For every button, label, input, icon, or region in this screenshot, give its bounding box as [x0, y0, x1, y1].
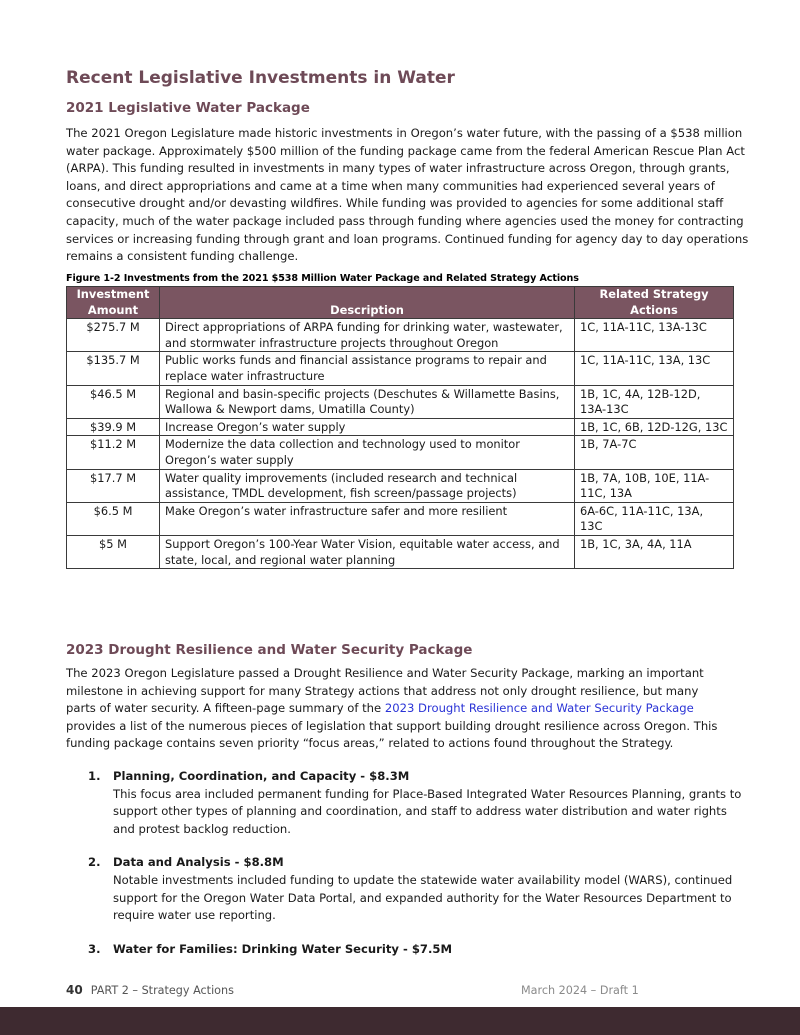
- header-actions-line1: Related Strategy: [599, 287, 709, 301]
- footer-bar: [0, 1007, 800, 1035]
- cell-amount: $11.2 M: [67, 436, 160, 469]
- page-heading: Recent Legislative Investments in Water: [66, 68, 455, 88]
- section-title-2021: 2021 Legislative Water Package: [66, 100, 310, 116]
- cell-actions: 1B, 7A, 10B, 10E, 11A-11C, 13A: [575, 469, 734, 502]
- focus-area-text: This focus area included permanent funding for Place-Based Integrated Water Resources Planning, grants to support other types of planning and coordination, and staff to address water distribution and water rights and protest backlog reduction.: [113, 786, 742, 836]
- cell-description: Support Oregon’s 100-Year Water Vision, equitable water access, and state, local, and regional water planning: [160, 535, 575, 568]
- focus-area-title: Planning, Coordination, and Capacity - $8.3M: [113, 769, 410, 783]
- table-row: [67, 469, 734, 502]
- table-row: [67, 436, 734, 469]
- cell-description: Public works funds and financial assistance programs to repair and replace water infrastructure: [160, 352, 575, 385]
- focus-area-title: Data and Analysis - $8.8M: [113, 855, 284, 870]
- package-summary-link[interactable]: 2023 Drought Resilience and Water Security Package: [384, 701, 694, 716]
- table-header-row: [67, 287, 734, 319]
- cell-amount: $6.5 M: [67, 502, 160, 535]
- cell-amount: $275.7 M: [67, 319, 160, 352]
- footer-date: March 2024 – Draft 1: [521, 984, 639, 997]
- table-row: [67, 385, 734, 418]
- cell-description: Direct appropriations of ARPA funding for drinking water, wastewater, and stormwater infrastructure projects throughout Oregon: [160, 319, 575, 352]
- table-row: [67, 319, 734, 352]
- section-title-2023: 2023 Drought Resilience and Water Security Package: [66, 642, 473, 658]
- header-amount-line2: Amount: [87, 302, 139, 317]
- section-body-2021: The 2021 Oregon Legislature made historic investments in Oregon’s water future, with the passing of a $538 million water package. Approximately $500 million of the funding package came from the federal American Rescue Plan Act (ARPA). This funding resulted in investments in many types of water infrastructure across Oregon, through grants, loans, and direct appropriations and came at a time when many communities had experienced several years of consecutive drought and/or devasting wildfires. While funding was provided to agencies for some additional staff capacity, much of the water package included pass through funding where agencies used the money for contracting services or increasing funding through grant and loan programs. Continued funding for agency day to day operations remains a consistent funding challenge.: [66, 126, 749, 264]
- header-amount: [67, 287, 160, 319]
- cell-actions: 6A-6C, 11A-11C, 13A, 13C: [575, 502, 734, 535]
- cell-amount: $135.7 M: [67, 352, 160, 385]
- body-text-end: provides a list of the numerous pieces of legislation that support building drought resilience across Oregon. This funding package contains seven priority “focus areas,” related to actions found throughout the Strategy.: [66, 718, 718, 751]
- header-description: Description: [160, 287, 575, 319]
- cell-actions: 1B, 1C, 3A, 4A, 11A: [575, 535, 734, 568]
- cell-description: Regional and basin-specific projects (Deschutes & Willamette Basins, Wallowa & Newport dams, Umatilla County): [160, 385, 575, 418]
- list-item: [88, 941, 748, 959]
- cell-amount: $5 M: [67, 535, 160, 568]
- list-number: 3.: [88, 941, 101, 956]
- cell-actions: 1B, 1C, 4A, 12B-12D, 13A-13C: [575, 385, 734, 418]
- list-item: [88, 854, 748, 924]
- cell-amount: $17.7 M: [67, 469, 160, 502]
- focus-area-title: Water for Families: Drinking Water Security - $7.5M: [113, 941, 452, 956]
- header-amount-line1: Investment: [76, 287, 150, 301]
- page-footer: [66, 983, 234, 997]
- footer-part-prefix: PART: [90, 984, 122, 997]
- cell-actions: 1B, 1C, 6B, 12D-12G, 13C: [575, 418, 734, 436]
- footer-part-number: 2: [121, 984, 129, 997]
- list-number: 1.: [88, 769, 101, 783]
- list-content: [113, 768, 748, 838]
- header-actions: [575, 287, 734, 319]
- cell-description: Make Oregon’s water infrastructure safer and more resilient: [160, 502, 575, 535]
- header-actions-line2: Actions: [630, 302, 678, 317]
- cell-description: Water quality improvements (included research and technical assistance, TMDL development, fish screen/passage projects): [160, 469, 575, 502]
- list-number: 2.: [88, 855, 101, 870]
- focus-areas-list: [88, 768, 748, 974]
- cell-actions: 1C, 11A-11C, 13A, 13C: [575, 352, 734, 385]
- page-number: 40: [66, 983, 83, 997]
- section-body-2023: [66, 665, 726, 753]
- list-content: [113, 941, 452, 959]
- focus-area-text: Notable investments included funding to update the statewide water availability model (WARS), continued support for the Oregon Water Data Portal, and expanded authority for the Water Resources Department to require water use reporting.: [113, 872, 733, 923]
- cell-description: Increase Oregon’s water supply: [160, 418, 575, 436]
- cell-description: Modernize the data collection and technology used to monitor Oregon’s water supply: [160, 436, 575, 469]
- cell-amount: $39.9 M: [67, 418, 160, 436]
- list-item: [88, 768, 748, 838]
- list-content: [113, 854, 748, 924]
- cell-actions: 1B, 7A-7C: [575, 436, 734, 469]
- body-text-start: The 2023 Oregon Legislature passed a Drought Resilience and Water Security Package, marking an important milestone in achieving support for many Strategy actions that address not only drought resilience, but many parts of water security. A fifteen-page summary of the: [66, 666, 704, 716]
- table-row: [67, 502, 734, 535]
- cell-actions: 1C, 11A-11C, 13A-13C: [575, 319, 734, 352]
- investments-table: [66, 286, 734, 569]
- table-row: [67, 535, 734, 568]
- table-row: [67, 352, 734, 385]
- footer-part-title: – Strategy Actions: [128, 984, 234, 997]
- cell-amount: $46.5 M: [67, 385, 160, 418]
- figure-caption: Figure 1-2 Investments from the 2021 $538 Million Water Package and Related Strategy Actions: [66, 273, 579, 284]
- table-row: [67, 418, 734, 436]
